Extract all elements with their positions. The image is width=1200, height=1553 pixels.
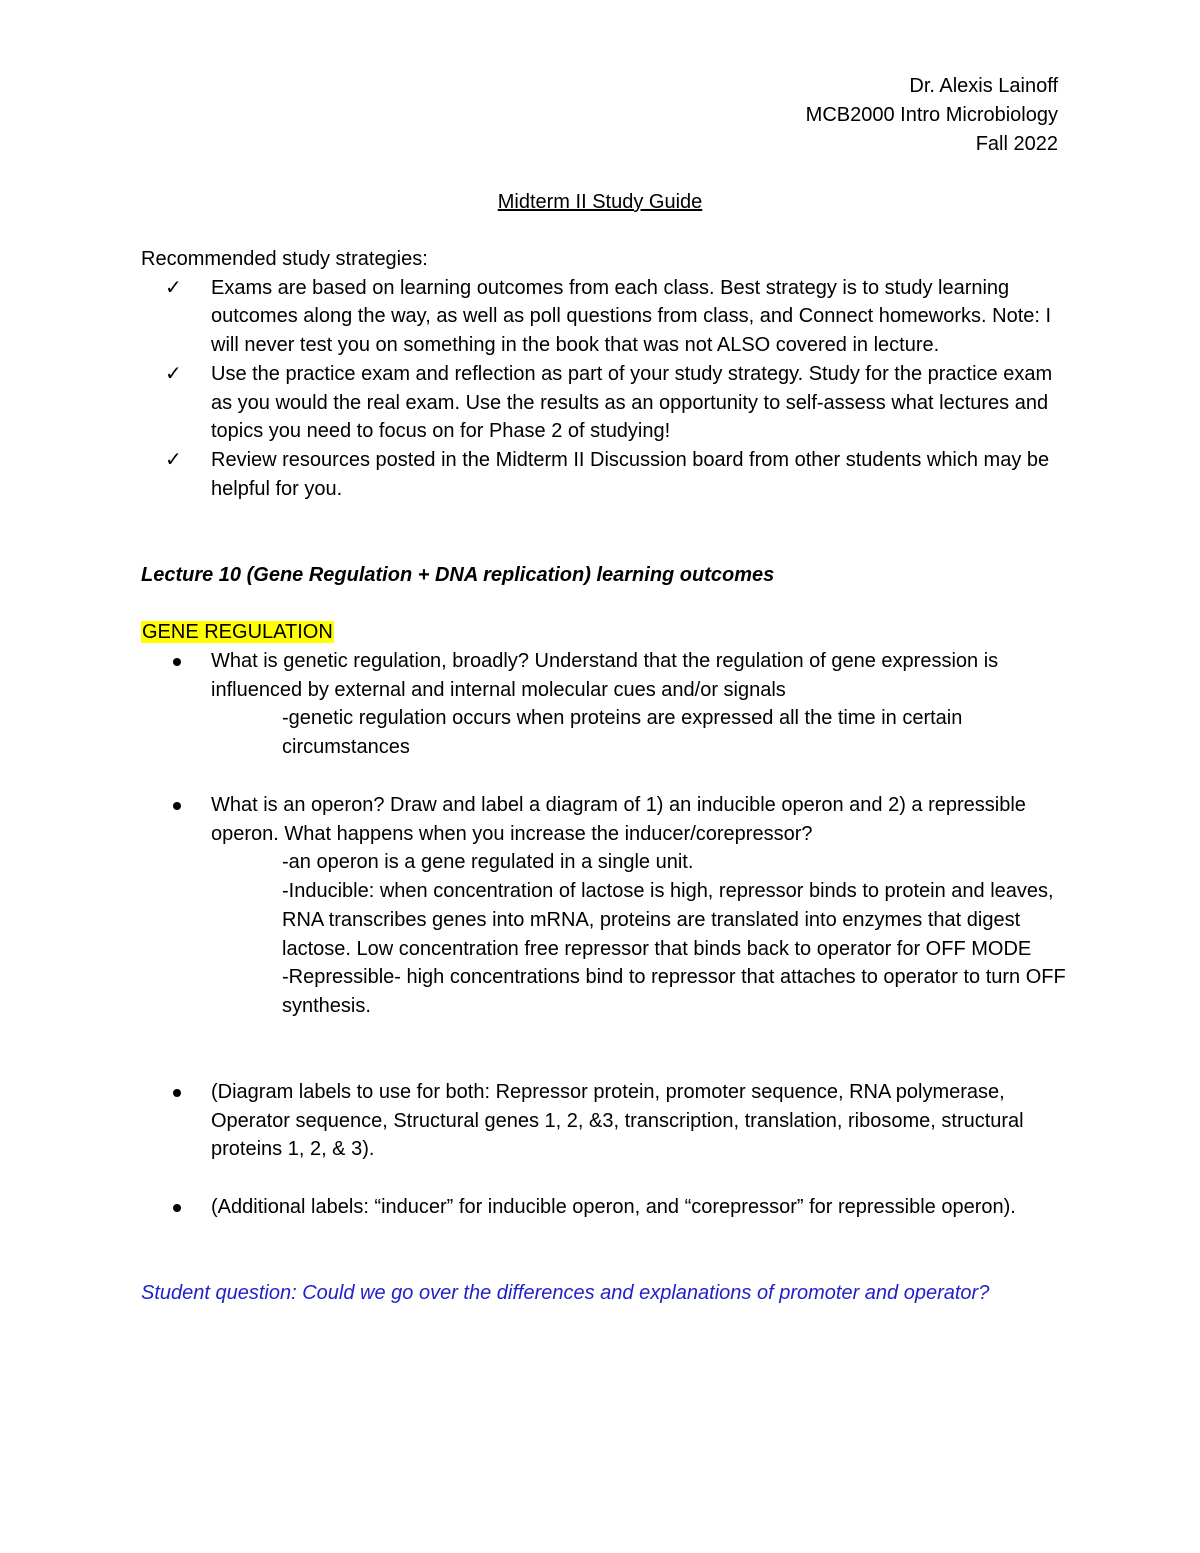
checkmark-icon: ✓ bbox=[165, 448, 182, 471]
bullet-icon bbox=[173, 1204, 181, 1212]
list-item bbox=[141, 1078, 1071, 1164]
bullet-text: (Additional labels: “inducer” for inducible operon, and “corepressor” for repressible operon). bbox=[211, 1196, 1016, 1218]
strategy-item bbox=[141, 360, 1071, 446]
list-item bbox=[141, 791, 1071, 848]
highlighted-heading: GENE REGULATION bbox=[142, 621, 333, 643]
answer-text: -genetic regulation occurs when proteins are expressed all the time in certain circumstances bbox=[282, 707, 963, 759]
strategy-item bbox=[141, 274, 1071, 360]
strategy-text: Use the practice exam and reflection as part of your study strategy. Study for the practice exam as you would the real exam. Use the results as an opportunity to self-assess what lectures and topics you need to focus on for Phase 2 of studying! bbox=[211, 362, 1053, 443]
strategies-list bbox=[141, 274, 1071, 504]
lecture-heading: Lecture 10 (Gene Regulation + DNA replication) learning outcomes bbox=[141, 564, 775, 586]
page-title: Midterm II Study Guide bbox=[497, 191, 703, 213]
bullet-text: What is genetic regulation, broadly? Understand that the regulation of gene expression is influenced by external and internal molecular cues and/or signals bbox=[211, 650, 999, 701]
strategy-item bbox=[141, 446, 1071, 503]
bullet-icon bbox=[173, 1089, 181, 1097]
list-item bbox=[141, 647, 1071, 704]
outcome-bullet-4 bbox=[141, 1193, 1071, 1222]
strategy-text: Review resources posted in the Midterm II Discussion board from other students which may be helpful for you. bbox=[211, 448, 1050, 500]
outcome-bullet-2 bbox=[141, 791, 1071, 1021]
student-question: Student question: Could we go over the differences and explanations of promoter and operator? bbox=[141, 1282, 990, 1304]
strategy-text: Exams are based on learning outcomes from each class. Best strategy is to study learning outcomes along the way, as well as poll questions from class, and Connect homeworks. Note: I will never test you on something in the book that was not ALSO covered in lecture. bbox=[211, 276, 1052, 357]
term: Fall 2022 bbox=[975, 133, 1058, 155]
bullet-icon bbox=[173, 658, 181, 666]
study-strategies bbox=[141, 245, 1071, 503]
course-name: MCB2000 Intro Microbiology bbox=[805, 104, 1058, 126]
instructor-name: Dr. Alexis Lainoff bbox=[909, 75, 1058, 97]
bullet-text: (Diagram labels to use for both: Repressor protein, promoter sequence, RNA polymerase, Operator sequence, Structural genes 1, 2, &3, transcription, translation, ribosome, structural proteins 1, 2, & 3). bbox=[211, 1081, 1024, 1161]
answer-text: -an operon is a gene regulated in a single unit. bbox=[282, 851, 694, 874]
checkmark-icon: ✓ bbox=[165, 362, 182, 385]
answer-text: -Repressible- high concentrations bind to repressor that attaches to operator to turn OFF synthesis. bbox=[282, 966, 1066, 1017]
bullet-text: What is an operon? Draw and label a diagram of 1) an inducible operon and 2) a repressible operon. What happens when you increase the inducer/corepressor? bbox=[211, 794, 1026, 845]
checkmark-icon: ✓ bbox=[165, 276, 182, 299]
outcome-bullet-3 bbox=[141, 1078, 1071, 1164]
bullet-icon bbox=[173, 802, 181, 810]
section-heading bbox=[141, 618, 1071, 647]
outcome-bullet-1 bbox=[141, 647, 1071, 762]
document-header bbox=[806, 72, 1058, 159]
list-item bbox=[141, 1193, 1071, 1222]
strategies-heading: Recommended study strategies: bbox=[141, 248, 428, 270]
answer-text: -Inducible: when concentration of lactose is high, repressor binds to protein and leaves, RNA transcribes genes into mRNA, proteins are translated into enzymes that digest lactose. Low concentration free repressor that binds back to operator for OFF MODE bbox=[282, 880, 1054, 960]
